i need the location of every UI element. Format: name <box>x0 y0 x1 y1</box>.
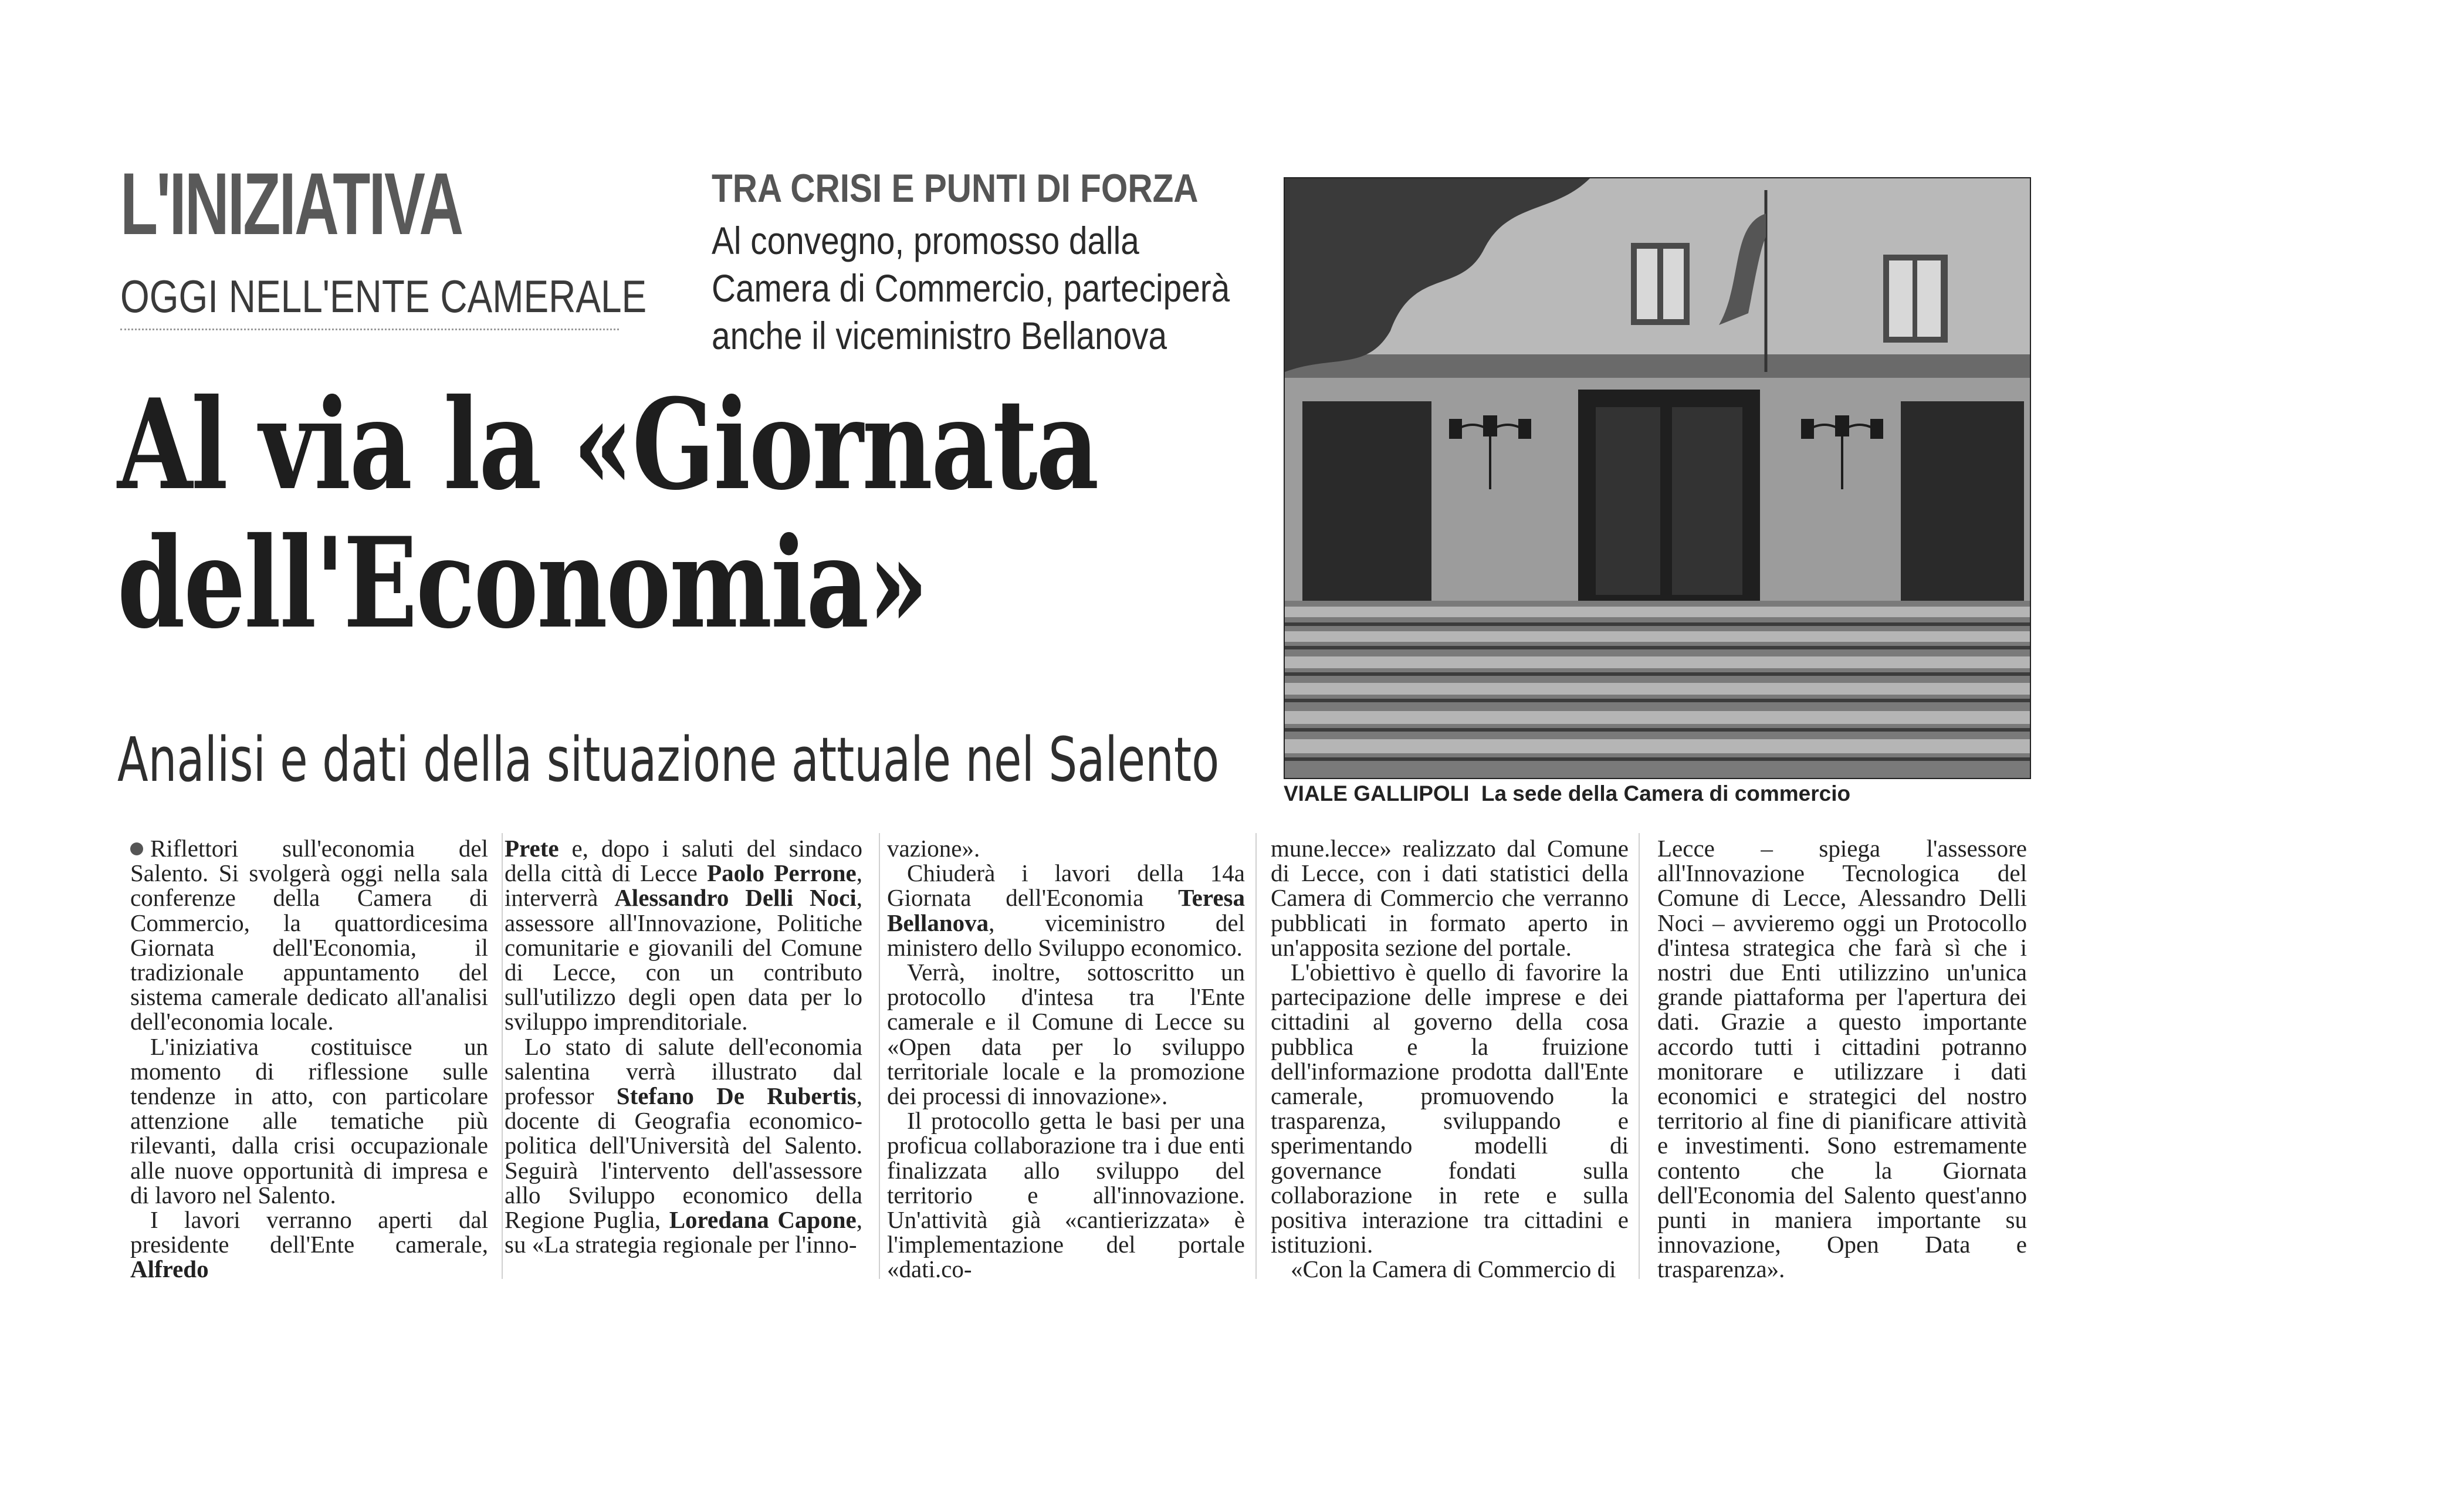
photo-caption <box>1284 779 1850 808</box>
article-paragraph: vazione». <box>887 835 980 862</box>
photo-caption-text: La sede della Camera di commercio <box>1481 781 1851 805</box>
person-name: Alfredo <box>130 1255 209 1283</box>
article-paragraph: L'iniziativa costituisce un momento di riflessione sulle tendenze in atto, con particolare attenzione alle tematiche più rilevanti, dalla crisi occupazionale alle nuove opportunità di impresa e di lavoro nel Salento. <box>130 1033 488 1209</box>
article-paragraph: mune.lecce» realizzato dal Comune di Lecce, con i dati statistici della Camera di Commercio che verranno pubblicati in formato aperto in un'apposita sezione del portale. <box>1271 835 1629 961</box>
article-column-5 <box>1657 836 2027 1282</box>
article-paragraph: I lavori verranno aperti dal presidente dell'Ente camerale, Alfredo <box>130 1206 488 1283</box>
article-column-4 <box>1271 836 1629 1282</box>
article-paragraph: Prete e, dopo i saluti del sindaco della città di Lecce Paolo Perrone, interverrà Alessandro Delli Noci, assessore all'Innovazione, Politiche comunitarie e giovanili del Comune di Lecce, con un contributo sull'utilizzo degli open data per lo sviluppo imprenditoriale. <box>505 835 862 1035</box>
person-name: Paolo Perrone <box>707 859 857 887</box>
sidebar-line: Camera di Commercio, parteciperà <box>712 266 1230 310</box>
person-name: Teresa Bellanova <box>887 884 1245 936</box>
sidebar-line: anche il viceministro Bellanova <box>712 314 1167 357</box>
article-paragraph: «Con la Camera di Commercio di <box>1291 1255 1616 1283</box>
article-paragraph: Chiuderà i lavori della 14a Giornata dell'Economia Teresa Bellanova, viceministro del ministero dello Sviluppo economico. <box>887 859 1245 961</box>
article-column-3 <box>887 836 1245 1282</box>
sidebar-heading: TRA CRISI E PUNTI DI FORZA <box>712 166 1199 211</box>
column-divider <box>1255 833 1257 1279</box>
sidebar-line: Al convegno, promosso dalla <box>712 219 1139 262</box>
article-paragraph: Riflettori sull'economia del Salento. Si svolgerà oggi nella sala conferenze della Camera di Commercio, la quattordicesima Giornata dell'Economia, il tradizionale appuntamento del sistema camerale dedicato all'analisi dell'economia locale. <box>130 835 488 1035</box>
section-kicker-sub: OGGI NELL'ENTE CAMERALE <box>120 270 647 322</box>
building-photo <box>1284 177 2031 779</box>
photo-caption-label: VIALE GALLIPOLI <box>1284 781 1470 805</box>
bullet-icon <box>130 842 143 855</box>
article-subheadline: Analisi e dati della situazione attuale nel Salento <box>117 724 1220 796</box>
article-paragraph: L'obiettivo è quello di favorire la partecipazione delle imprese e dei cittadini al governo della cosa pubblica e la fruizione dell'informazione prodotta dall'Ente camerale, promuovendo la trasparenza, sviluppando e sperimentando modelli di governance fondati sulla collaborazione in rete e sulla positiva interazione tra cittadini e istituzioni. <box>1271 959 1629 1258</box>
article-paragraph: Lo stato di salute dell'economia salentina verrà illustrato dal professor Stefano De Rubertis, docente di Geografia economico-politica dell'Università del Salento. Seguirà l'intervento dell'assessore allo Sviluppo economico della Regione Puglia, Loredana Capone, su «La strategia regionale per l'inno- <box>505 1033 862 1258</box>
article-headline <box>117 371 1098 656</box>
article-paragraph: Verrà, inoltre, sottoscritto un protocollo d'intesa tra l'Ente camerale e il Comune di Lecce su «Open data per lo sviluppo territoriale locale e la promozione dei processi di innovazione». <box>887 959 1245 1110</box>
article-paragraph: Il protocollo getta le basi per una proficua collaborazione tra i due enti finalizzata allo sviluppo del territorio e all'innovazione. Un'attività già «cantierizzata» è l'implementazione del portale «dati.co- <box>887 1107 1245 1283</box>
building-photo-illustration <box>1285 178 2030 778</box>
section-kicker: L'INIZIATIVA <box>120 154 462 253</box>
column-divider <box>1639 833 1640 1279</box>
person-name: Stefano De Rubertis <box>616 1082 857 1110</box>
kicker-divider <box>120 329 619 334</box>
person-name: Loredana Capone <box>669 1206 857 1234</box>
column-divider <box>502 833 503 1279</box>
article-column-1 <box>130 836 488 1282</box>
column-divider <box>879 833 880 1279</box>
article-column-2 <box>505 836 862 1257</box>
person-name: Prete <box>505 835 559 862</box>
article-paragraph: Lecce – spiega l'assessore all'Innovazione Tecnologica del Comune di Lecce, Alessandro Delli Noci – avvieremo oggi un Protocollo d'intesa strategica che farà sì che i nostri due Enti utilizzino un'unica grande piattaforma per l'apertura dei dati. Grazie a questo importante accordo tutti i cittadini potranno monitorare e utilizzare i dati economici e strategici del nostro territorio al fine di pianificare attività e investimenti. Sono estremamente contento che la Giornata dell'Economia del Salento quest'anno punti in maniera importante su innovazione, Open Data e trasparenza». <box>1657 835 2027 1283</box>
headline-line-2: dell'Economia» <box>117 510 928 656</box>
person-name: Alessandro Delli Noci <box>614 884 857 912</box>
headline-line-1: Al via la «Giornata <box>117 371 1098 517</box>
sidebar-summary <box>712 217 1230 360</box>
